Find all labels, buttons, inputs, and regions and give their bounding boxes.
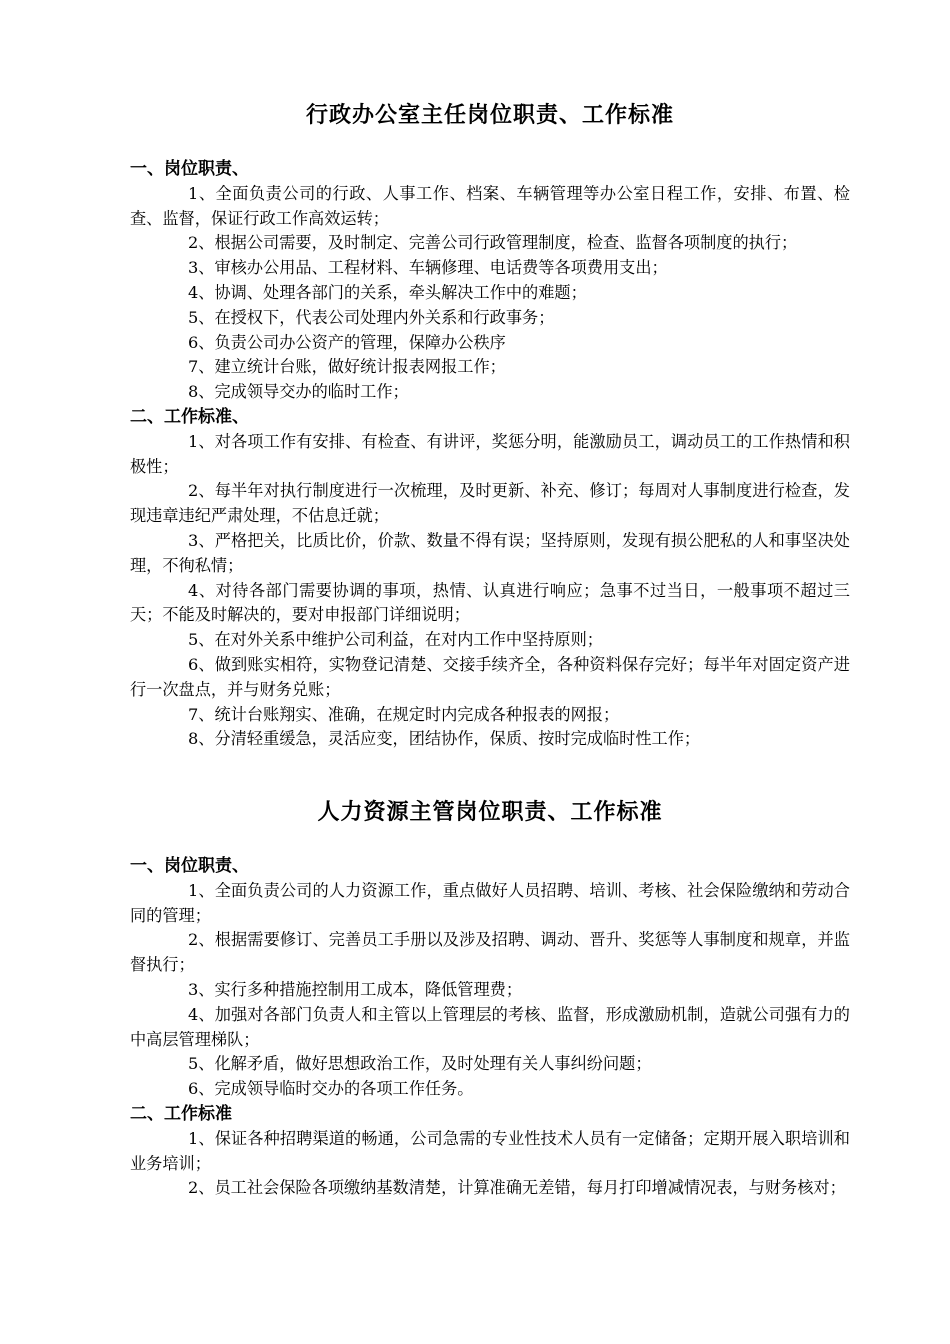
list-item: 3、审核办公用品、工程材料、车辆修理、电话费等各项费用支出； xyxy=(188,258,668,278)
list-item: 1、保证各种招聘渠道的畅通，公司急需的专业性技术人员有一定储备；定期开展入职培训和业务培训； xyxy=(130,1128,850,1173)
list-item: 5、在授权下，代表公司处理内外关系和行政事务； xyxy=(188,307,555,327)
list-item: 1、对各项工作有安排、有检查、有讲评，奖惩分明，能激励员工，调动员工的工作热情和积极性； xyxy=(130,431,850,476)
part-heading-duties: 一、岗位职责、 xyxy=(130,159,249,179)
list-item: 3、严格把关，比质比价，价款、数量不得有误；坚持原则，发现有损公肥私的人和事坚决处理，不徇私情； xyxy=(130,530,850,575)
list-item: 4、对待各部门需要协调的事项，热情、认真进行响应；急事不过当日，一般事项不超过三天；不能及时解决的，要对申报部门详细说明； xyxy=(130,580,850,625)
list-item: 6、做到账实相符，实物登记清楚、交接手续齐全，各种资料保存完好；每半年对固定资产进行一次盘点，并与财务兑账； xyxy=(130,654,850,699)
list-item: 4、协调、处理各部门的关系，牵头解决工作中的难题； xyxy=(188,282,587,302)
list-item: 8、分清轻重缓急，灵活应变，团结协作，保质、按时完成临时性工作； xyxy=(188,729,701,749)
list-item: 5、化解矛盾，做好思想政治工作，及时处理有关人事纠纷问题； xyxy=(188,1054,652,1074)
list-item: 7、建立统计台账，做好统计报表网报工作； xyxy=(188,357,506,377)
list-item: 3、实行多种措施控制用工成本，降低管理费； xyxy=(188,979,523,999)
list-item: 2、根据公司需要，及时制定、完善公司行政管理制度，检查、监督各项制度的执行； xyxy=(188,233,798,253)
section-hr-supervisor xyxy=(130,797,850,1201)
list-item: 1、全面负责公司的行政、人事工作、档案、车辆管理等办公室日程工作，安排、布置、检查、监督，保证行政工作高效运转； xyxy=(130,183,850,228)
list-item: 7、统计台账翔实、准确，在规定时内完成各种报表的网报； xyxy=(188,704,620,724)
list-item: 4、加强对各部门负责人和主管以上管理层的考核、监督，形成激励机制，造就公司强有力的中高层管理梯队； xyxy=(130,1004,850,1049)
part-heading-standards: 二、工作标准、 xyxy=(130,406,249,427)
list-item: 2、员工社会保险各项缴纳基数清楚，计算准确无差错，每月打印增减情况表，与财务核对； xyxy=(188,1178,846,1198)
part-heading-standards: 二、工作标准 xyxy=(130,1103,232,1124)
list-item: 2、每半年对执行制度进行一次梳理，及时更新、补充、修订；每周对人事制度进行检查，发现违章违纪严肃处理，不估息迁就； xyxy=(130,481,850,526)
section-admin-office-director xyxy=(130,100,850,752)
list-item: 6、完成领导临时交办的各项工作任务。 xyxy=(188,1079,474,1099)
section-title: 人力资源主管岗位职责、工作标准 xyxy=(317,799,663,825)
list-item: 8、完成领导交办的临时工作； xyxy=(188,382,409,402)
part-heading-duties: 一、岗位职责、 xyxy=(130,856,249,876)
list-item: 2、根据需要修订、完善员工手册以及涉及招聘、调动、晋升、奖惩等人事制度和规章，并监督执行； xyxy=(130,930,850,975)
list-item: 6、负责公司办公资产的管理，保障办公秩序 xyxy=(188,332,506,352)
section-title: 行政办公室主任岗位职责、工作标准 xyxy=(305,102,674,128)
list-item: 1、全面负责公司的人力资源工作，重点做好人员招聘、培训、考核、社会保险缴纳和劳动合同的管理； xyxy=(130,880,850,925)
list-item: 5、在对外关系中维护公司利益，在对内工作中坚持原则； xyxy=(188,630,603,650)
